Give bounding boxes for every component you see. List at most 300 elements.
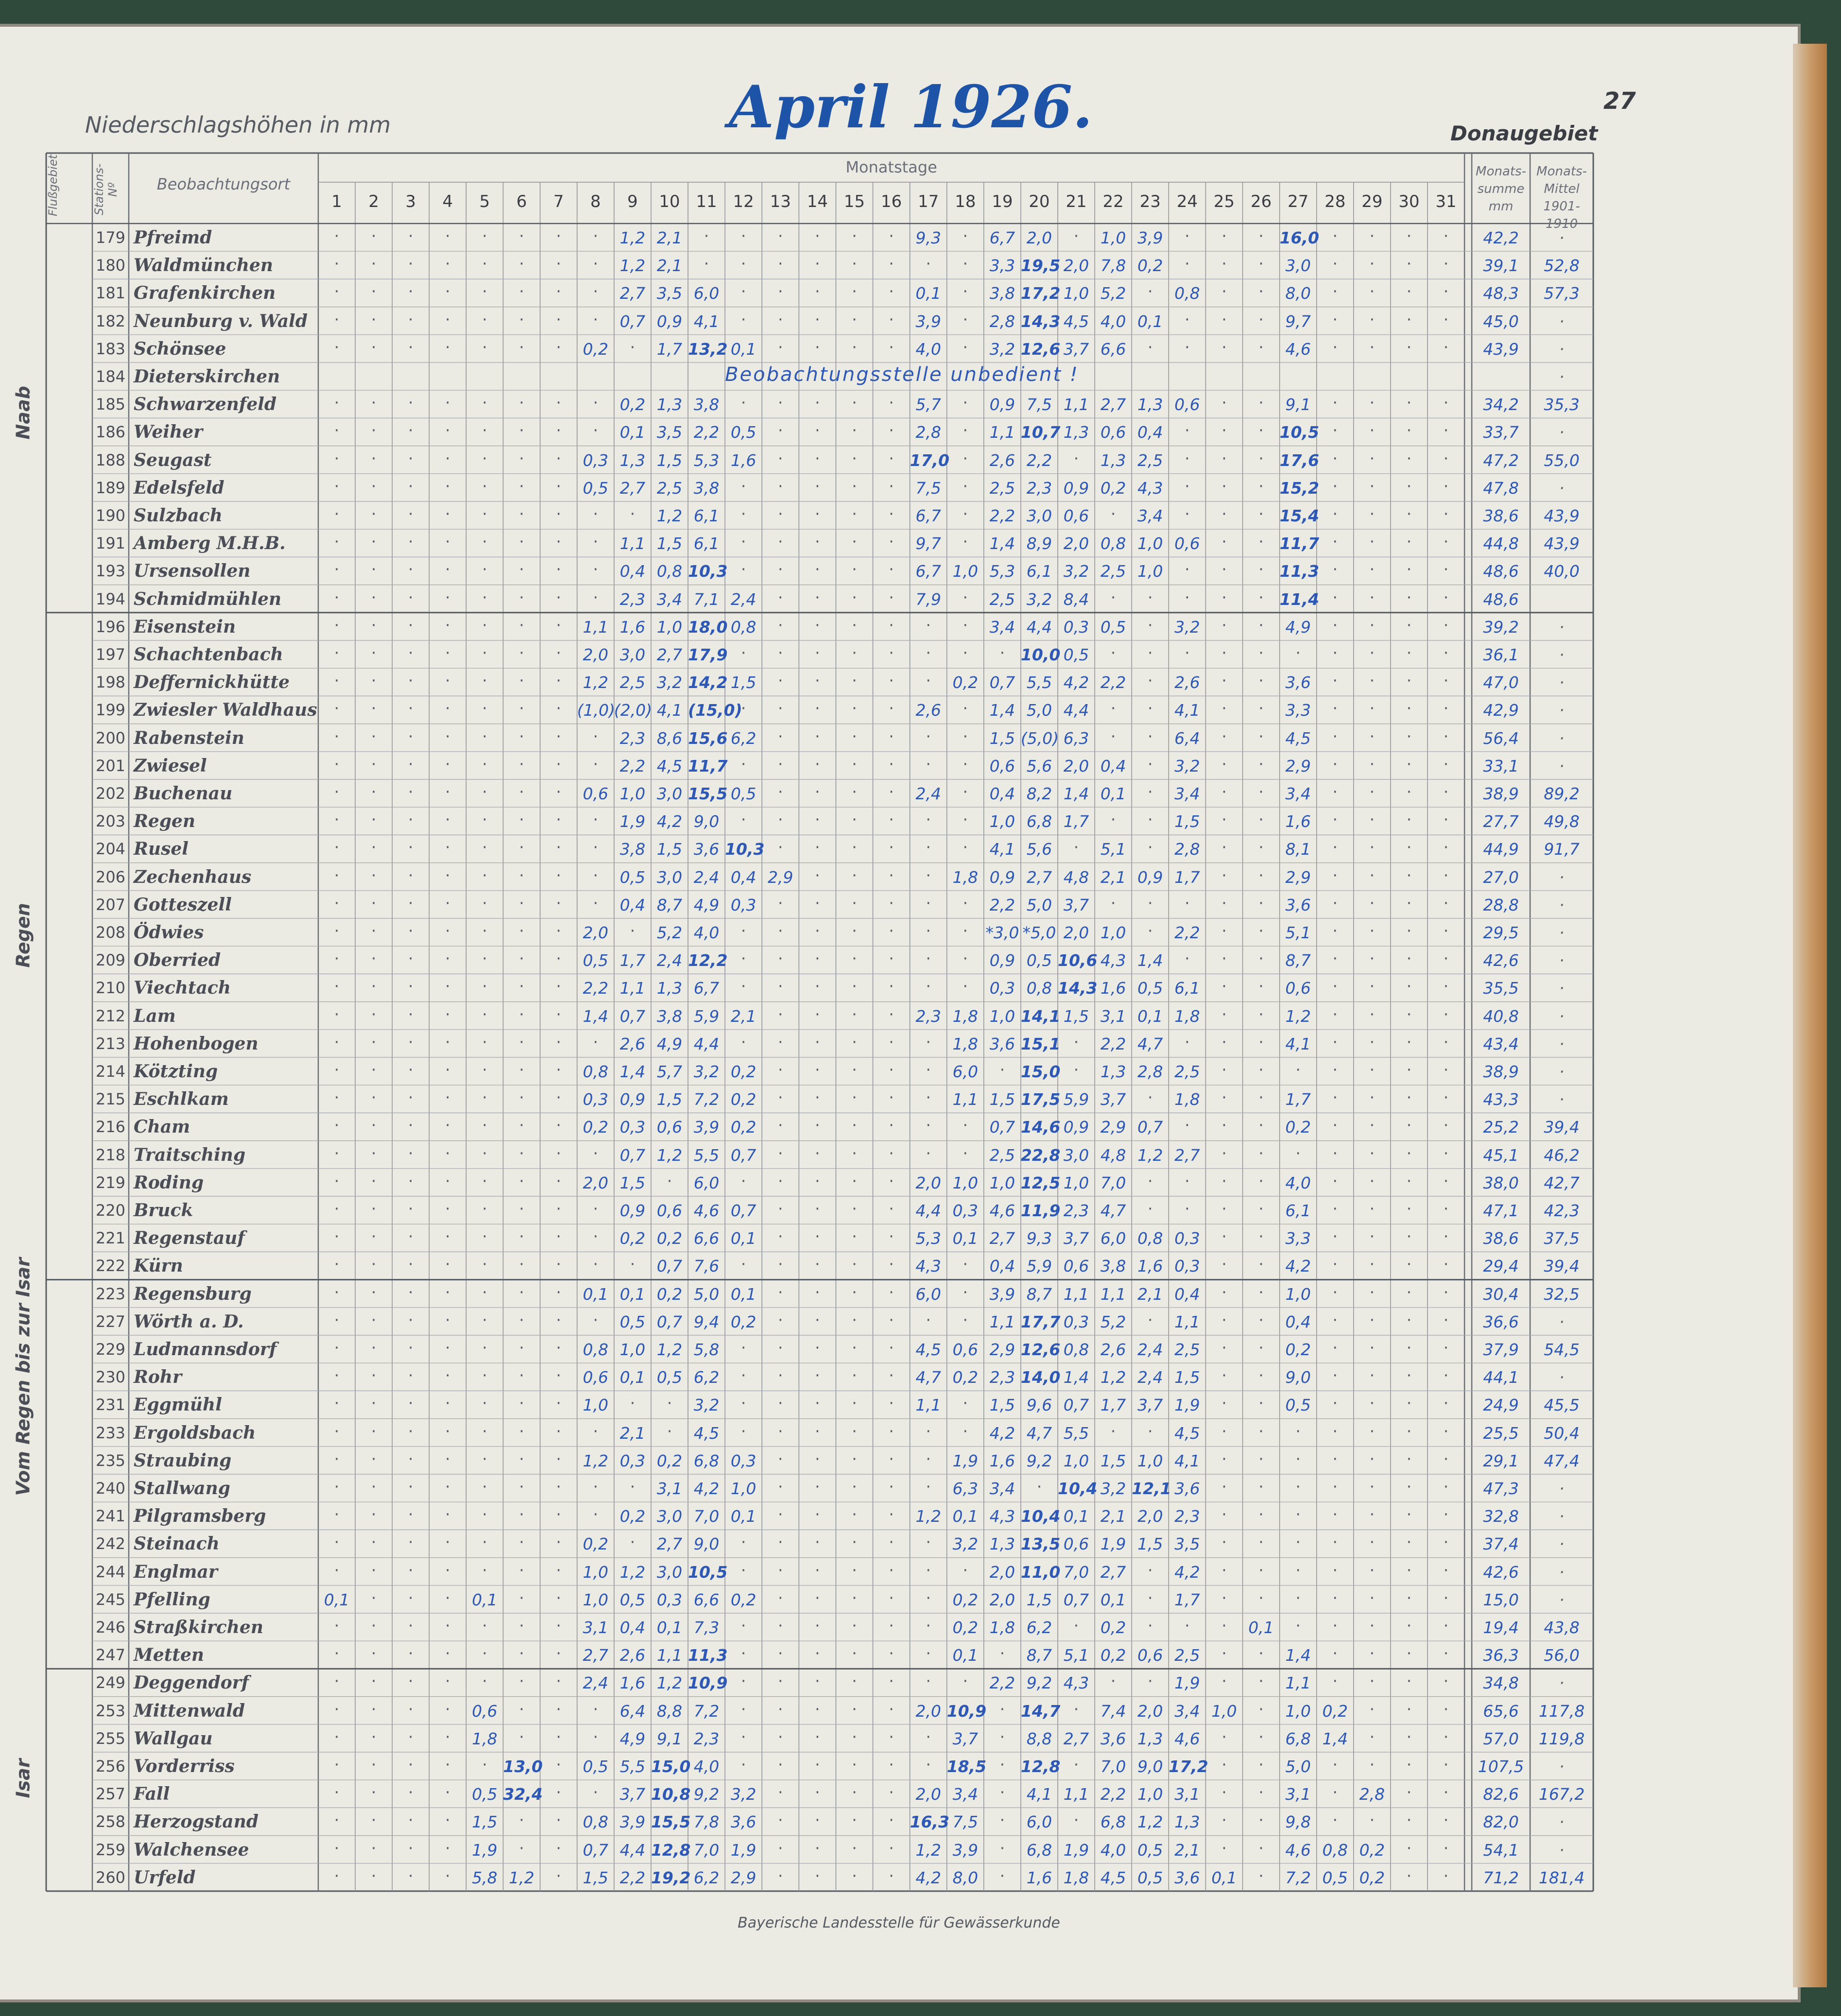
empty-day-dot: · <box>371 1866 377 1885</box>
day-value: 0,2 <box>730 1062 757 1081</box>
empty-day-dot: · <box>482 310 487 329</box>
empty-day-dot: · <box>777 1088 783 1107</box>
empty-day-dot: · <box>408 587 413 607</box>
empty-day-dot: · <box>445 282 450 301</box>
day-value: 1,1 <box>952 1090 978 1109</box>
empty-day-dot: · <box>1406 1227 1412 1246</box>
empty-day-dot: · <box>1406 865 1412 885</box>
empty-day-dot: · <box>815 1838 820 1858</box>
day-value: 5,0 <box>1026 895 1052 914</box>
day-value: 3,4 <box>1174 784 1200 803</box>
station-number: 241 <box>95 1507 126 1526</box>
empty-day-dot: · <box>371 1199 377 1218</box>
day-value: 8,7 <box>656 895 683 914</box>
empty-day-dot: · <box>519 1671 524 1691</box>
day-value: 0,3 <box>1063 1312 1089 1331</box>
empty-day-dot: · <box>815 1783 820 1802</box>
station-name: Urfeld <box>134 1867 196 1888</box>
day-value: 0,4 <box>989 1257 1015 1276</box>
empty-day-dot: · <box>519 1143 524 1163</box>
empty-day-dot: · <box>482 893 487 913</box>
empty-day-dot: · <box>334 1143 340 1163</box>
empty-day-dot: · <box>1332 226 1338 245</box>
empty-day-dot: · <box>371 1588 377 1607</box>
day-value: 1,1 <box>583 617 608 637</box>
empty-day-dot: · <box>852 1783 857 1802</box>
day-value: 3,9 <box>619 1812 646 1832</box>
day-value: 0,3 <box>1174 1257 1200 1276</box>
day-value: 1,5 <box>656 840 683 859</box>
monthly-mean: · <box>1559 1812 1565 1832</box>
empty-day-dot: · <box>852 310 857 329</box>
monthly-mean: 43,9 <box>1544 534 1580 553</box>
empty-day-dot: · <box>371 1366 377 1385</box>
day-value: 0,7 <box>989 673 1015 692</box>
empty-day-dot: · <box>593 226 598 245</box>
day-value: 6,7 <box>915 562 941 581</box>
empty-day-dot: · <box>408 726 413 746</box>
empty-day-dot: · <box>889 1810 894 1830</box>
basin-label <box>0 903 46 968</box>
empty-day-dot: · <box>519 282 524 301</box>
day-value: 0,1 <box>1211 1868 1237 1887</box>
day-value: 0,5 <box>730 784 757 803</box>
day-value: 0,5 <box>583 1757 608 1776</box>
day-value: 1,5 <box>583 1868 608 1887</box>
day-value: 0,7 <box>1063 1396 1089 1415</box>
day-value: 1,7 <box>1174 867 1200 887</box>
empty-day-dot: · <box>445 838 450 857</box>
empty-day-dot: · <box>556 1366 561 1385</box>
empty-day-dot: · <box>556 1866 561 1885</box>
empty-day-dot: · <box>1147 1560 1153 1580</box>
empty-day-dot: · <box>445 643 450 662</box>
station-name: Walchensee <box>134 1839 249 1860</box>
empty-day-dot: · <box>1443 1171 1449 1190</box>
empty-day-dot: · <box>815 1116 820 1135</box>
empty-day-dot: · <box>482 671 487 690</box>
station-number: 196 <box>95 617 126 636</box>
empty-day-dot: · <box>926 1727 931 1746</box>
monthly-sum: 32,8 <box>1483 1507 1519 1526</box>
empty-day-dot: · <box>1443 615 1449 635</box>
empty-day-dot: · <box>777 1505 783 1524</box>
empty-day-dot: · <box>889 921 894 940</box>
empty-day-dot: · <box>1258 1644 1264 1663</box>
day-value: 1,8 <box>1063 1868 1089 1887</box>
empty-day-dot: · <box>852 1088 857 1107</box>
empty-day-dot: · <box>1443 1004 1449 1024</box>
empty-day-dot: · <box>1147 587 1153 607</box>
empty-day-dot: · <box>371 504 377 523</box>
day-value: 2,5 <box>1137 450 1163 470</box>
empty-day-dot: · <box>1222 1227 1227 1246</box>
day-value: 0,2 <box>619 1507 646 1526</box>
station-number: 223 <box>95 1284 126 1303</box>
day-value: 6,6 <box>693 1229 720 1248</box>
empty-day-dot: · <box>482 1644 487 1663</box>
empty-day-dot: · <box>1295 1505 1301 1524</box>
empty-day-dot: · <box>1443 1810 1449 1830</box>
empty-day-dot: · <box>1406 1671 1412 1691</box>
day-value: 16,3 <box>910 1812 950 1832</box>
empty-day-dot: · <box>371 1449 377 1468</box>
day-value: 2,0 <box>915 1785 941 1804</box>
day-value: 17,2 <box>1020 284 1061 303</box>
day-header-11: 11 <box>696 192 717 211</box>
empty-day-dot: · <box>667 1421 672 1441</box>
empty-day-dot: · <box>889 1310 894 1329</box>
empty-day-dot: · <box>815 1727 820 1746</box>
empty-day-dot: · <box>740 282 746 301</box>
day-value: 1,0 <box>952 1173 978 1192</box>
station-name: Rohr <box>134 1367 182 1388</box>
empty-day-dot: · <box>593 393 598 413</box>
empty-day-dot: · <box>963 282 968 301</box>
day-value: 3,0 <box>1285 256 1311 276</box>
empty-day-dot: · <box>926 977 931 996</box>
empty-day-dot: · <box>852 754 857 774</box>
day-value: 2,8 <box>1137 1062 1163 1081</box>
day-value: 5,3 <box>989 562 1015 581</box>
empty-day-dot: · <box>1369 810 1375 829</box>
empty-day-dot: · <box>1443 838 1449 857</box>
empty-day-dot: · <box>408 1199 413 1218</box>
empty-day-dot: · <box>777 448 783 468</box>
empty-day-dot: · <box>593 254 598 274</box>
day-value: 1,3 <box>619 450 646 470</box>
empty-day-dot: · <box>371 893 377 913</box>
day-value: 4,4 <box>1063 701 1089 720</box>
empty-day-dot: · <box>1443 1477 1449 1496</box>
empty-day-dot: · <box>445 1171 450 1190</box>
empty-day-dot: · <box>777 1004 783 1024</box>
empty-day-dot: · <box>777 1644 783 1663</box>
empty-day-dot: · <box>1185 643 1190 662</box>
empty-day-dot: · <box>482 1088 487 1107</box>
empty-day-dot: · <box>445 310 450 329</box>
empty-day-dot: · <box>1369 1004 1375 1024</box>
station-name: Zwiesel <box>134 755 207 776</box>
empty-day-dot: · <box>371 1310 377 1329</box>
empty-day-dot: · <box>1406 448 1412 468</box>
empty-day-dot: · <box>1443 1783 1449 1802</box>
day-value: (2,0) <box>614 701 653 720</box>
empty-day-dot: · <box>777 1032 783 1051</box>
day-value: 7,0 <box>693 1507 720 1526</box>
empty-day-dot: · <box>815 587 820 607</box>
day-value: 6,4 <box>619 1701 646 1721</box>
empty-day-dot: · <box>777 560 783 579</box>
station-number: 257 <box>95 1785 126 1804</box>
empty-day-dot: · <box>852 921 857 940</box>
empty-day-dot: · <box>371 1255 377 1274</box>
day-value: 4,1 <box>693 311 720 331</box>
empty-day-dot: · <box>1258 1143 1264 1163</box>
empty-day-dot: · <box>1406 1255 1412 1274</box>
day-header-19: 19 <box>992 192 1013 211</box>
empty-day-dot: · <box>852 1699 857 1719</box>
monthly-mean: · <box>1559 1006 1565 1026</box>
empty-day-dot: · <box>889 754 894 774</box>
empty-day-dot: · <box>482 1755 487 1774</box>
day-value: 9,6 <box>1026 1396 1052 1415</box>
station-name: Wörth a. D. <box>134 1311 244 1332</box>
day-value: 1,2 <box>619 1562 646 1582</box>
station-name: Schmidmühlen <box>134 588 282 609</box>
empty-day-dot: · <box>852 726 857 746</box>
page-title: April 1926. <box>729 73 1093 141</box>
empty-day-dot: · <box>1222 1588 1227 1607</box>
empty-day-dot: · <box>445 949 450 968</box>
empty-day-dot: · <box>1332 1310 1338 1329</box>
empty-day-dot: · <box>1406 1866 1412 1885</box>
empty-day-dot: · <box>889 1088 894 1107</box>
empty-day-dot: · <box>593 1783 598 1802</box>
empty-day-dot: · <box>852 226 857 245</box>
empty-day-dot: · <box>1406 1449 1412 1468</box>
monthly-sum: 19,4 <box>1483 1618 1519 1637</box>
day-value: 1,0 <box>1063 1173 1089 1192</box>
empty-day-dot: · <box>445 1116 450 1135</box>
empty-day-dot: · <box>889 1449 894 1468</box>
empty-day-dot: · <box>482 421 487 440</box>
empty-day-dot: · <box>1443 643 1449 662</box>
day-value: 1,0 <box>730 1479 757 1498</box>
day-value: 2,1 <box>1174 1840 1200 1860</box>
day-value: 9,8 <box>1285 1812 1311 1832</box>
empty-day-dot: · <box>1443 1588 1449 1607</box>
empty-day-dot: · <box>852 587 857 607</box>
monthly-mean: · <box>1559 979 1565 998</box>
empty-day-dot: · <box>445 1616 450 1635</box>
day-value: 8,7 <box>1026 1284 1052 1304</box>
empty-day-dot: · <box>482 1227 487 1246</box>
day-value: 2,5 <box>619 673 646 692</box>
empty-day-dot: · <box>371 1644 377 1663</box>
empty-day-dot: · <box>1147 782 1153 801</box>
empty-day-dot: · <box>1406 1116 1412 1135</box>
day-value: 8,9 <box>1026 534 1052 553</box>
empty-day-dot: · <box>1258 504 1264 523</box>
empty-day-dot: · <box>371 1004 377 1024</box>
empty-day-dot: · <box>482 1310 487 1329</box>
day-value: 1,3 <box>1174 1812 1200 1832</box>
empty-day-dot: · <box>482 782 487 801</box>
monthly-mean: 46,2 <box>1544 1145 1580 1165</box>
station-number: 179 <box>95 228 126 247</box>
empty-day-dot: · <box>334 1477 340 1496</box>
empty-day-dot: · <box>1222 282 1227 301</box>
monthly-sum: 48,6 <box>1483 562 1519 581</box>
empty-day-dot: · <box>777 476 783 496</box>
day-value: 2,0 <box>1137 1701 1163 1721</box>
day-value: 14,3 <box>1020 311 1061 331</box>
day-value: 0,1 <box>1063 1507 1089 1526</box>
day-value: 0,7 <box>619 1006 646 1026</box>
header-monatstage: Monatstage <box>845 158 937 176</box>
empty-day-dot: · <box>371 1755 377 1774</box>
day-value: 9,3 <box>1026 1229 1052 1248</box>
day-value: 3,5 <box>656 284 683 303</box>
empty-day-dot: · <box>815 254 820 274</box>
day-value: 0,3 <box>583 450 608 470</box>
station-name: Wallgau <box>134 1728 213 1749</box>
day-header-1: 1 <box>331 192 342 211</box>
day-value: 1,0 <box>583 1562 608 1582</box>
day-value: 1,3 <box>656 979 683 998</box>
day-value: 1,6 <box>1026 1868 1052 1887</box>
empty-day-dot: · <box>1406 1560 1412 1580</box>
day-value: 4,9 <box>693 895 720 914</box>
day-value: 1,8 <box>1174 1006 1200 1026</box>
empty-day-dot: · <box>1332 448 1338 468</box>
empty-day-dot: · <box>556 1282 561 1302</box>
empty-day-dot: · <box>1443 254 1449 274</box>
empty-day-dot: · <box>1406 810 1412 829</box>
empty-day-dot: · <box>852 1810 857 1830</box>
day-value: 3,8 <box>693 395 720 414</box>
day-value: 17,2 <box>1169 1757 1208 1776</box>
station-number: 209 <box>95 951 126 970</box>
day-value: 2,5 <box>989 1145 1015 1165</box>
empty-day-dot: · <box>556 504 561 523</box>
empty-day-dot: · <box>926 1616 931 1635</box>
empty-day-dot: · <box>556 310 561 329</box>
empty-day-dot: · <box>556 1116 561 1135</box>
empty-day-dot: · <box>1406 699 1412 718</box>
monthly-sum: 37,4 <box>1483 1534 1519 1554</box>
day-value: 19,2 <box>651 1868 691 1887</box>
empty-day-dot: · <box>556 1310 561 1329</box>
day-value: 4,9 <box>656 1034 683 1053</box>
empty-day-dot: · <box>889 337 894 357</box>
empty-day-dot: · <box>1222 1143 1227 1163</box>
empty-day-dot: · <box>556 782 561 801</box>
empty-day-dot: · <box>815 1866 820 1885</box>
day-value: 7,2 <box>693 1701 720 1721</box>
day-value: 3,9 <box>952 1840 978 1860</box>
empty-day-dot: · <box>852 1143 857 1163</box>
day-value: 1,1 <box>656 1646 683 1665</box>
day-header-30: 30 <box>1398 192 1420 211</box>
empty-day-dot: · <box>1110 587 1116 607</box>
monthly-sum: 34,8 <box>1483 1673 1519 1693</box>
day-header-3: 3 <box>405 192 416 211</box>
empty-day-dot: · <box>371 643 377 662</box>
empty-day-dot: · <box>852 699 857 718</box>
day-value: 0,9 <box>989 951 1015 970</box>
day-value: 7,5 <box>915 478 941 498</box>
monthly-mean: 42,3 <box>1544 1201 1580 1220</box>
empty-day-dot: · <box>1332 310 1338 329</box>
empty-day-dot: · <box>777 1310 783 1329</box>
empty-day-dot: · <box>1147 1421 1153 1441</box>
monthly-sum: 36,6 <box>1483 1312 1519 1331</box>
day-value: 0,3 <box>730 895 757 914</box>
empty-day-dot: · <box>889 671 894 690</box>
day-value: 0,8 <box>730 617 757 637</box>
empty-day-dot: · <box>815 1533 820 1552</box>
day-value: 0,5 <box>1322 1868 1348 1887</box>
empty-day-dot: · <box>1258 1449 1264 1468</box>
empty-day-dot: · <box>556 421 561 440</box>
day-value: 1,0 <box>1100 228 1126 247</box>
station-name: Bruck <box>134 1200 193 1221</box>
day-value: 1,3 <box>656 395 683 414</box>
empty-day-dot: · <box>1332 1616 1338 1635</box>
empty-day-dot: · <box>371 1533 377 1552</box>
day-value: 11,9 <box>1020 1201 1061 1220</box>
empty-day-dot: · <box>815 226 820 245</box>
empty-day-dot: · <box>408 254 413 274</box>
station-name: Buchenau <box>134 783 233 804</box>
empty-day-dot: · <box>1185 1171 1190 1190</box>
monthly-sum: 43,3 <box>1483 1090 1519 1109</box>
day-value: 1,6 <box>989 1451 1015 1470</box>
day-value: 0,8 <box>1137 1229 1163 1248</box>
station-name: Kötzting <box>134 1061 218 1082</box>
day-value: 1,9 <box>1174 1396 1200 1415</box>
day-value: 3,8 <box>693 478 720 498</box>
day-value: 6,7 <box>915 506 941 525</box>
station-name: Roding <box>134 1172 204 1193</box>
day-value: 1,2 <box>915 1507 941 1526</box>
empty-day-dot: · <box>1222 1616 1227 1635</box>
day-value: 10,3 <box>725 840 765 859</box>
day-value: 0,4 <box>989 784 1015 803</box>
station-number: 183 <box>95 339 126 358</box>
day-value: 6,8 <box>1026 812 1052 831</box>
day-value: 1,5 <box>989 1090 1015 1109</box>
empty-day-dot: · <box>740 476 746 496</box>
empty-day-dot: · <box>1147 1310 1153 1329</box>
day-value: 1,0 <box>989 1173 1015 1192</box>
empty-day-dot: · <box>1295 1477 1301 1496</box>
day-value: 5,5 <box>1063 1423 1089 1443</box>
station-name: Lam <box>134 1005 176 1026</box>
day-value: 0,4 <box>1174 1284 1200 1304</box>
day-value: 4,7 <box>1026 1423 1052 1443</box>
day-value: 1,7 <box>1285 1090 1311 1109</box>
empty-day-dot: · <box>371 393 377 413</box>
empty-day-dot: · <box>445 254 450 274</box>
empty-day-dot: · <box>1332 726 1338 746</box>
station-name: Steinach <box>134 1534 220 1554</box>
empty-day-dot: · <box>777 782 783 801</box>
empty-day-dot: · <box>1222 1282 1227 1302</box>
empty-day-dot: · <box>1332 1588 1338 1607</box>
empty-day-dot: · <box>1332 1477 1338 1496</box>
station-name: Fall <box>134 1784 170 1805</box>
empty-day-dot: · <box>926 671 931 690</box>
empty-day-dot: · <box>556 1199 561 1218</box>
day-value: 2,3 <box>989 1368 1015 1387</box>
empty-day-dot: · <box>408 1255 413 1274</box>
day-value: 15,0 <box>1020 1062 1061 1081</box>
empty-day-dot: · <box>408 754 413 774</box>
day-value: 0,2 <box>656 1284 683 1304</box>
empty-day-dot: · <box>1369 949 1375 968</box>
monthly-sum: 27,0 <box>1483 867 1519 887</box>
empty-day-dot: · <box>1295 1533 1301 1552</box>
empty-day-dot: · <box>334 893 340 913</box>
empty-day-dot: · <box>963 504 968 523</box>
empty-day-dot: · <box>1443 671 1449 690</box>
empty-day-dot: · <box>334 1394 340 1413</box>
empty-day-dot: · <box>740 921 746 940</box>
empty-day-dot: · <box>777 1699 783 1719</box>
